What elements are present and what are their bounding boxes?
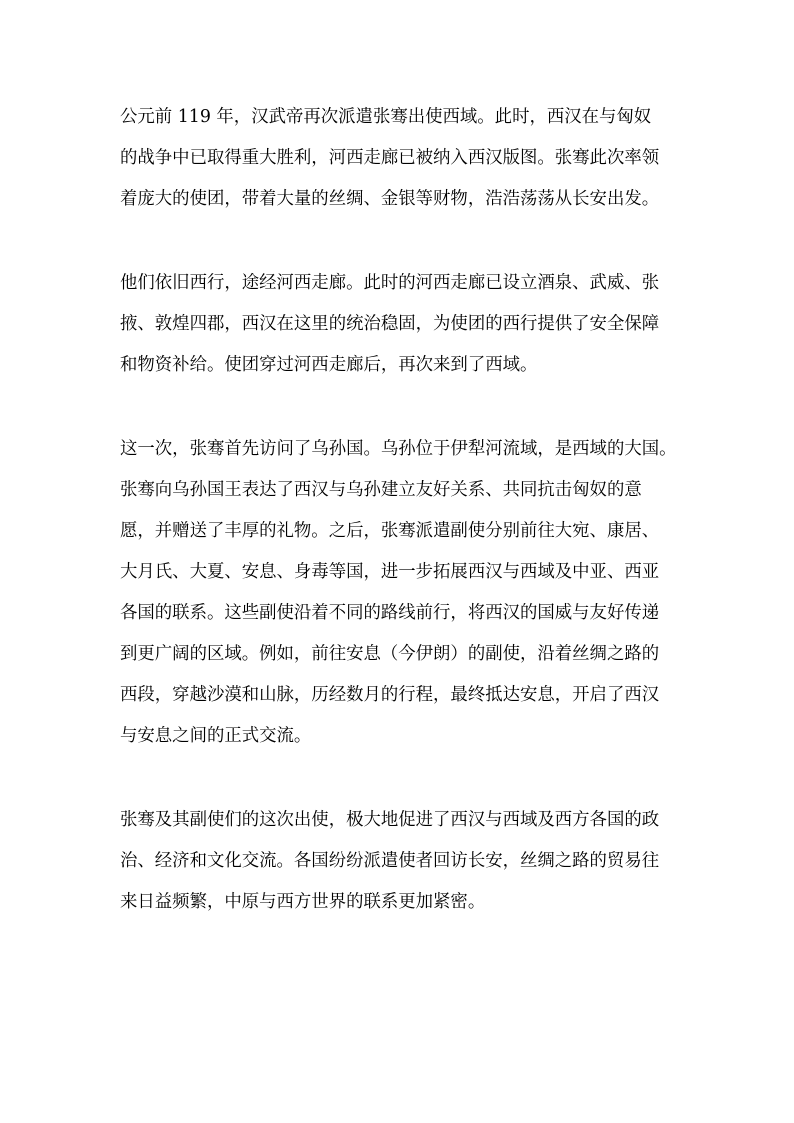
text-line: 着庞大的使团，带着大量的丝绸、金银等财物，浩浩荡荡从长安出发。 bbox=[120, 189, 660, 209]
text-line: 治、经济和文化交流。各国纷纷派遣使者回访长安，丝绸之路的贸易往 bbox=[120, 851, 660, 871]
document-page bbox=[120, 97, 680, 966]
text-line: 到更广阔的区域。例如，前往安息（今伊朗）的副使，沿着丝绸之路的 bbox=[120, 644, 660, 664]
text-line: 公元前 119 年，汉武帝再次派遣张骞出使西域。此时，西汉在与匈奴 bbox=[120, 107, 652, 127]
text-line: 掖、敦煌四郡，西汉在这里的统治稳固，为使团的西行提供了安全保障 bbox=[120, 314, 660, 334]
text-line: 张骞向乌孙国王表达了西汉与乌孙建立友好关系、共同抗击匈奴的意 bbox=[120, 480, 642, 500]
text-line: 各国的联系。这些副使沿着不同的路线前行，将西汉的国威与友好传递 bbox=[120, 603, 660, 623]
text-line: 他们依旧西行，途经河西走廊。此时的河西走廊已设立酒泉、武威、张 bbox=[120, 273, 660, 293]
text-line: 的战争中已取得重大胜利，河西走廊已被纳入西汉版图。张骞此次率领 bbox=[120, 148, 660, 168]
text-line: 西段，穿越沙漠和山脉，历经数月的行程，最终抵达安息，开启了西汉 bbox=[120, 685, 660, 705]
text-line: 张骞及其副使们的这次出使，极大地促进了西汉与西域及西方各国的政 bbox=[120, 810, 660, 830]
text-line: 这一次，张骞首先访问了乌孙国。乌孙位于伊犁河流域，是西域的大国。 bbox=[120, 439, 677, 459]
text-line: 来日益频繁，中原与西方世界的联系更加紧密。 bbox=[120, 892, 486, 912]
text-line: 愿，并赠送了丰厚的礼物。之后，张骞派遣副使分别前往大宛、康居、 bbox=[120, 521, 660, 541]
text-line: 大月氏、大夏、安息、身毒等国，进一步拓展西汉与西域及中亚、西亚 bbox=[120, 562, 660, 582]
paragraph-4 bbox=[120, 800, 680, 923]
text-line: 和物资补给。使团穿过河西走廊后，再次来到了西域。 bbox=[120, 355, 538, 375]
paragraph-2 bbox=[120, 263, 680, 386]
text-line: 与安息之间的正式交流。 bbox=[120, 726, 312, 746]
paragraph-1 bbox=[120, 97, 680, 220]
paragraph-3 bbox=[120, 429, 680, 757]
